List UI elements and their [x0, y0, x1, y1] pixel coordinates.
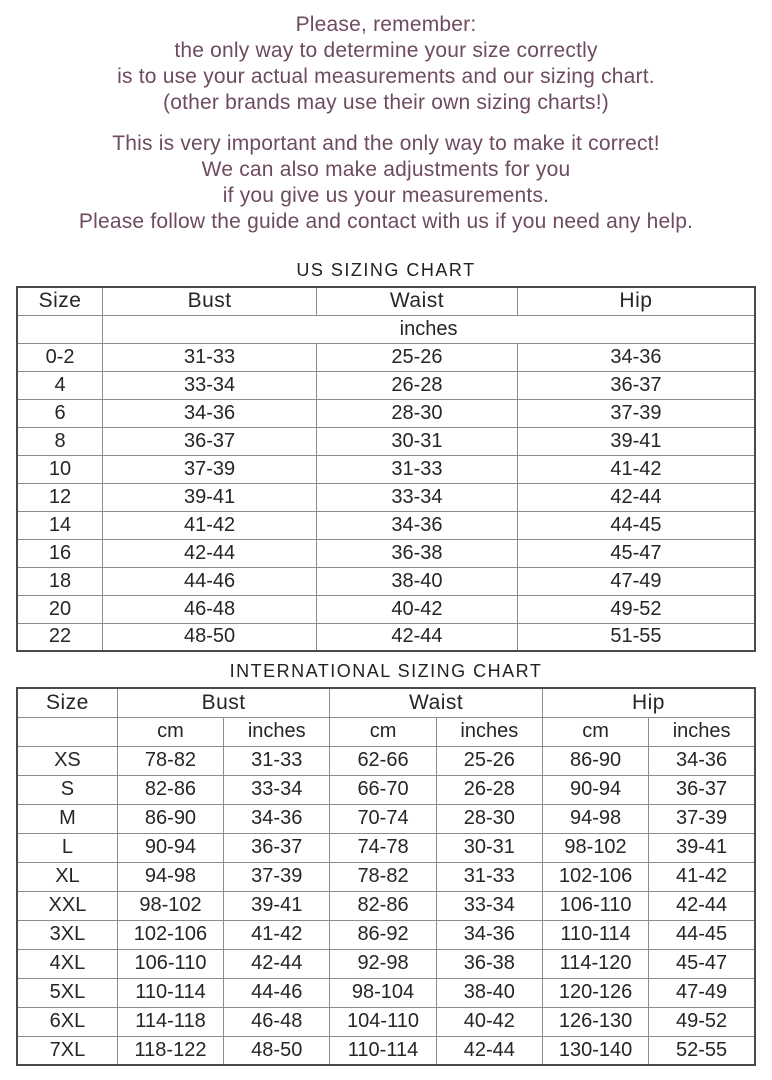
hip-cell: 51-55 — [517, 623, 755, 651]
unit-label-hip-cm: cm — [542, 717, 648, 746]
waist-inches-cell: 42-44 — [436, 1036, 542, 1065]
us-header-row — [17, 287, 755, 315]
hip-inches-cell: 36-37 — [649, 775, 755, 804]
table-row — [17, 862, 755, 891]
hip-cell: 47-49 — [517, 567, 755, 595]
intro-line: (other brands may use their own sizing charts!) — [163, 91, 609, 114]
size-cell: 16 — [17, 539, 103, 567]
us-sizing-table — [16, 286, 756, 652]
table-row — [17, 371, 755, 399]
size-cell: 7XL — [17, 1036, 117, 1065]
unit-label-bust-inches: inches — [224, 717, 330, 746]
size-cell: XXL — [17, 891, 117, 920]
intl-chart-title: INTERNATIONAL SIZING CHART — [229, 661, 543, 681]
intro-line: if you give us your measurements. — [222, 184, 550, 207]
size-cell: 20 — [17, 595, 103, 623]
hip-cm-cell: 114-120 — [542, 949, 648, 978]
hip-cm-cell: 130-140 — [542, 1036, 648, 1065]
bust-inches-cell: 44-46 — [224, 978, 330, 1007]
size-cell: 3XL — [17, 920, 117, 949]
waist-cell: 40-42 — [317, 595, 518, 623]
hip-cm-cell: 110-114 — [542, 920, 648, 949]
hip-cell: 49-52 — [517, 595, 755, 623]
hip-cell: 36-37 — [517, 371, 755, 399]
table-row — [17, 343, 755, 371]
waist-inches-cell: 31-33 — [436, 862, 542, 891]
waist-inches-cell: 40-42 — [436, 1007, 542, 1036]
bust-cm-cell: 90-94 — [117, 833, 223, 862]
waist-cm-cell: 110-114 — [330, 1036, 436, 1065]
table-row — [17, 455, 755, 483]
table-row — [17, 511, 755, 539]
column-header-size: Size — [17, 688, 117, 717]
unit-label-hip-inches: inches — [649, 717, 755, 746]
bust-inches-cell: 37-39 — [224, 862, 330, 891]
table-row — [17, 978, 755, 1007]
hip-cell: 37-39 — [517, 399, 755, 427]
intro-paragraph-2 — [0, 131, 772, 235]
waist-cell: 38-40 — [317, 567, 518, 595]
table-row — [17, 567, 755, 595]
hip-cell: 44-45 — [517, 511, 755, 539]
waist-inches-cell: 38-40 — [436, 978, 542, 1007]
hip-cell: 34-36 — [517, 343, 755, 371]
size-cell: 5XL — [17, 978, 117, 1007]
column-header-bust: Bust — [117, 688, 330, 717]
bust-inches-cell: 39-41 — [224, 891, 330, 920]
column-header-waist: Waist — [317, 287, 518, 315]
waist-inches-cell: 36-38 — [436, 949, 542, 978]
size-cell: XS — [17, 746, 117, 775]
unit-label-bust-cm: cm — [117, 717, 223, 746]
intro-line: the only way to determine your size correctly — [174, 39, 598, 62]
bust-inches-cell: 33-34 — [224, 775, 330, 804]
intro-line: Please, remember: — [295, 13, 477, 36]
hip-cm-cell: 94-98 — [542, 804, 648, 833]
table-row — [17, 920, 755, 949]
table-row — [17, 949, 755, 978]
table-row — [17, 775, 755, 804]
hip-inches-cell: 47-49 — [649, 978, 755, 1007]
bust-cell: 37-39 — [103, 455, 317, 483]
bust-cell: 44-46 — [103, 567, 317, 595]
unit-label: inches — [103, 315, 755, 343]
hip-cell: 39-41 — [517, 427, 755, 455]
size-cell: L — [17, 833, 117, 862]
us-unit-row — [17, 315, 755, 343]
waist-cell: 36-38 — [317, 539, 518, 567]
hip-inches-cell: 37-39 — [649, 804, 755, 833]
waist-cell: 31-33 — [317, 455, 518, 483]
international-sizing-table — [16, 687, 756, 1066]
waist-cell: 26-28 — [317, 371, 518, 399]
bust-cm-cell: 102-106 — [117, 920, 223, 949]
bust-cell: 39-41 — [103, 483, 317, 511]
size-cell: 22 — [17, 623, 103, 651]
bust-cm-cell: 78-82 — [117, 746, 223, 775]
hip-cm-cell: 98-102 — [542, 833, 648, 862]
bust-cm-cell: 82-86 — [117, 775, 223, 804]
size-cell: 10 — [17, 455, 103, 483]
size-cell: S — [17, 775, 117, 804]
hip-cell: 45-47 — [517, 539, 755, 567]
waist-inches-cell: 34-36 — [436, 920, 542, 949]
size-cell: 18 — [17, 567, 103, 595]
hip-cm-cell: 90-94 — [542, 775, 648, 804]
waist-cm-cell: 66-70 — [330, 775, 436, 804]
table-row — [17, 595, 755, 623]
table-row — [17, 427, 755, 455]
waist-cell: 34-36 — [317, 511, 518, 539]
waist-inches-cell: 28-30 — [436, 804, 542, 833]
intro-line: Please follow the guide and contact with us if you need any help. — [78, 210, 694, 233]
size-cell: 14 — [17, 511, 103, 539]
bust-inches-cell: 34-36 — [224, 804, 330, 833]
waist-cm-cell: 82-86 — [330, 891, 436, 920]
column-header-hip: Hip — [542, 688, 755, 717]
size-cell: M — [17, 804, 117, 833]
waist-cm-cell: 86-92 — [330, 920, 436, 949]
us-chart-title: US SIZING CHART — [296, 260, 476, 280]
table-row — [17, 891, 755, 920]
waist-inches-cell: 25-26 — [436, 746, 542, 775]
waist-cm-cell: 98-104 — [330, 978, 436, 1007]
bust-cm-cell: 86-90 — [117, 804, 223, 833]
hip-cm-cell: 102-106 — [542, 862, 648, 891]
intl-unit-row — [17, 717, 755, 746]
table-row — [17, 483, 755, 511]
bust-inches-cell: 31-33 — [224, 746, 330, 775]
hip-cm-cell: 106-110 — [542, 891, 648, 920]
size-cell: 0-2 — [17, 343, 103, 371]
hip-cm-cell: 120-126 — [542, 978, 648, 1007]
bust-cell: 31-33 — [103, 343, 317, 371]
bust-cm-cell: 106-110 — [117, 949, 223, 978]
column-header-size: Size — [17, 287, 103, 315]
intro-paragraph-1 — [0, 12, 772, 116]
bust-inches-cell: 36-37 — [224, 833, 330, 862]
bust-cm-cell: 94-98 — [117, 862, 223, 891]
column-header-hip: Hip — [517, 287, 755, 315]
table-row — [17, 833, 755, 862]
waist-cm-cell: 74-78 — [330, 833, 436, 862]
hip-inches-cell: 42-44 — [649, 891, 755, 920]
table-row — [17, 399, 755, 427]
bust-cell: 46-48 — [103, 595, 317, 623]
waist-cm-cell: 78-82 — [330, 862, 436, 891]
table-row — [17, 623, 755, 651]
bust-cell: 48-50 — [103, 623, 317, 651]
bust-cell: 42-44 — [103, 539, 317, 567]
bust-cm-cell: 114-118 — [117, 1007, 223, 1036]
column-header-bust: Bust — [103, 287, 317, 315]
intro-note — [0, 0, 772, 235]
size-cell: 6XL — [17, 1007, 117, 1036]
intro-line: This is very important and the only way to make it correct! — [112, 132, 660, 155]
hip-cm-cell: 126-130 — [542, 1007, 648, 1036]
intro-line: We can also make adjustments for you — [201, 158, 571, 181]
size-cell: 4 — [17, 371, 103, 399]
hip-inches-cell: 49-52 — [649, 1007, 755, 1036]
size-cell: 12 — [17, 483, 103, 511]
column-header-waist: Waist — [330, 688, 543, 717]
empty-cell — [17, 717, 117, 746]
intro-line: is to use your actual measurements and our sizing chart. — [117, 65, 655, 88]
bust-inches-cell: 46-48 — [224, 1007, 330, 1036]
hip-inches-cell: 34-36 — [649, 746, 755, 775]
bust-inches-cell: 41-42 — [224, 920, 330, 949]
bust-inches-cell: 42-44 — [224, 949, 330, 978]
hip-inches-cell: 45-47 — [649, 949, 755, 978]
hip-inches-cell: 39-41 — [649, 833, 755, 862]
bust-cell: 33-34 — [103, 371, 317, 399]
waist-cm-cell: 92-98 — [330, 949, 436, 978]
size-cell: 4XL — [17, 949, 117, 978]
waist-cm-cell: 104-110 — [330, 1007, 436, 1036]
waist-cm-cell: 70-74 — [330, 804, 436, 833]
bust-cell: 36-37 — [103, 427, 317, 455]
waist-inches-cell: 33-34 — [436, 891, 542, 920]
unit-label-waist-cm: cm — [330, 717, 436, 746]
unit-label-waist-inches: inches — [436, 717, 542, 746]
size-cell: XL — [17, 862, 117, 891]
hip-inches-cell: 52-55 — [649, 1036, 755, 1065]
hip-cell: 41-42 — [517, 455, 755, 483]
intl-header-row — [17, 688, 755, 717]
table-row — [17, 1007, 755, 1036]
size-cell: 6 — [17, 399, 103, 427]
bust-cm-cell: 98-102 — [117, 891, 223, 920]
bust-cell: 34-36 — [103, 399, 317, 427]
bust-inches-cell: 48-50 — [224, 1036, 330, 1065]
waist-cell: 28-30 — [317, 399, 518, 427]
waist-cell: 30-31 — [317, 427, 518, 455]
bust-cm-cell: 110-114 — [117, 978, 223, 1007]
waist-inches-cell: 30-31 — [436, 833, 542, 862]
table-row — [17, 539, 755, 567]
table-row — [17, 746, 755, 775]
hip-cell: 42-44 — [517, 483, 755, 511]
size-cell: 8 — [17, 427, 103, 455]
waist-cell: 25-26 — [317, 343, 518, 371]
table-row — [17, 804, 755, 833]
bust-cell: 41-42 — [103, 511, 317, 539]
waist-cell: 33-34 — [317, 483, 518, 511]
hip-inches-cell: 44-45 — [649, 920, 755, 949]
empty-cell — [17, 315, 103, 343]
bust-cm-cell: 118-122 — [117, 1036, 223, 1065]
waist-inches-cell: 26-28 — [436, 775, 542, 804]
waist-cell: 42-44 — [317, 623, 518, 651]
hip-inches-cell: 41-42 — [649, 862, 755, 891]
table-row — [17, 1036, 755, 1065]
hip-cm-cell: 86-90 — [542, 746, 648, 775]
waist-cm-cell: 62-66 — [330, 746, 436, 775]
